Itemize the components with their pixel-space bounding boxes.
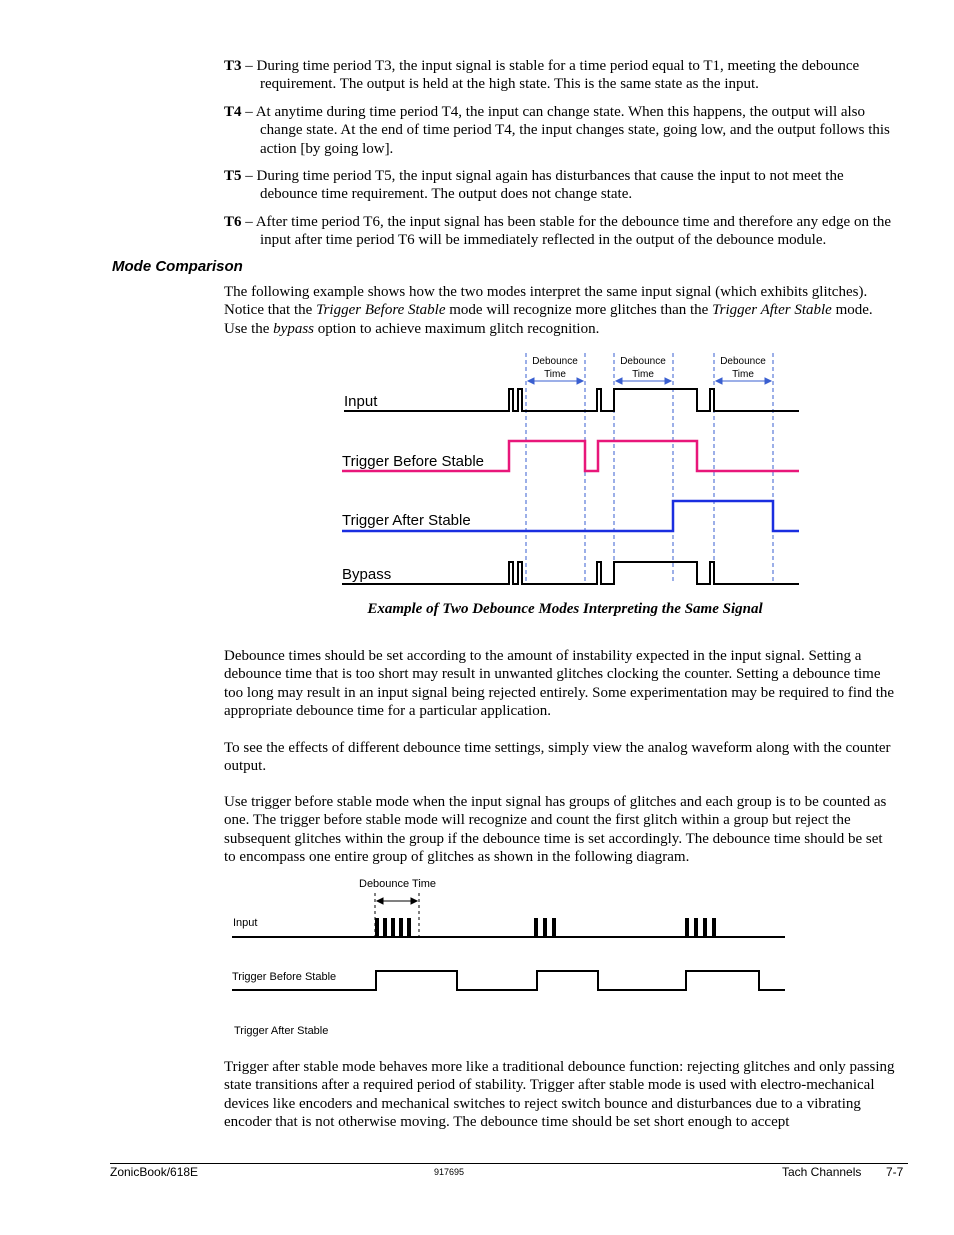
footer-document-name: ZonicBook/618E [110, 1165, 199, 1179]
paragraph-trigger-before: Use trigger before stable mode when the input signal has groups of glitches and each group is to be counted as one. The trigger before stable mode will recognize and count the first glitch within a group but reject the subsequent glitches within the group if the debounce time is set accordingly. The debounce time should be set to encompass one entire group of glitches as shown in the following diagram. [224, 794, 887, 865]
row-label-bypass: Bypass [342, 566, 392, 583]
paragraph-trigger-after: Trigger after stable mode behaves more like a traditional debounce function: rejecting glitches and only passing state transitions after a required period of stability. Trigger after stable mode is used with electro-mechanical devices like encoders and mechanical switches to reject switch bounce and disturbances due to a vibrating encoder that is not otherwise moving. The debounce time should be set short enough to accept [224, 1059, 895, 1130]
debounce-label-3b: Time [732, 369, 754, 380]
definition-term: T4 [224, 104, 242, 120]
definition-separator: – [241, 214, 256, 230]
intro-text-1: The following example shows how the two modes interpret the same input signal (which exhibits glitches). Notice that the [224, 284, 868, 319]
paragraph-debounce-times: Debounce times should be set according to the amount of instability expected in the input signal. Setting a debounce time that is too short may result in unwanted glitches clocking the counter. Setting a debounce time too long may result in an input signal being rejected entirely. Some experimentation may be required to find the appropriate debounce time for a particular application. [224, 648, 895, 719]
debounce-label-3: Debounce [720, 356, 766, 367]
footer-part-number: 917695 [434, 1167, 465, 1177]
row-label-trigger-before: Trigger Before Stable [342, 453, 485, 470]
row-label-trigger-after-2: Trigger After Stable [234, 1025, 329, 1037]
row-label-input-2: Input [233, 917, 258, 929]
definition-text: During time period T3, the input signal is stable for a time period equal to T1, meeting the debounce requirement. The output is held at the high state. This is the same state as the input. [256, 58, 860, 93]
definition-term: T6 [224, 214, 242, 230]
definition-text: During time period T5, the input signal again has disturbances that cause the input to not meet the debounce time requirement. The output does not change state. [256, 168, 844, 203]
input-waveform-2 [232, 919, 785, 937]
definition-text: At anytime during time period T4, the input can change state. When this happens, the output will also change state. At the end of time period T4, the input changes state, going low, and the output follows this action [by going low]. [255, 104, 890, 157]
row-label-trigger-before-2: Trigger Before Stable [232, 971, 337, 983]
figure-caption: Example of Two Debounce Modes Interpreting the Same Signal [367, 601, 763, 617]
row-label-trigger-after: Trigger After Stable [342, 512, 471, 529]
debounce-label-1b: Time [544, 369, 566, 380]
page-footer [110, 1163, 908, 1182]
intro-em-1: Trigger Before Stable [316, 302, 446, 319]
definition-separator: – [241, 168, 257, 184]
debounce-label-1: Debounce [532, 356, 578, 367]
row-label-input: Input [344, 393, 378, 410]
definition-term: T5 [224, 168, 242, 184]
debounce-label-2b: Time [632, 369, 654, 380]
definition-term: T3 [224, 58, 242, 74]
footer-page-number: 7-7 [886, 1165, 904, 1179]
intro-em-2: Trigger After Stable [712, 302, 832, 319]
debounce-time-bracket [375, 893, 419, 937]
intro-em-3: bypass [273, 320, 314, 337]
section-heading: Mode Comparison [112, 258, 243, 275]
debounce-time-label: Debounce Time [359, 878, 437, 890]
debounce-label-2: Debounce [620, 356, 666, 367]
definition-separator: – [241, 58, 257, 74]
intro-text-3: mode. Use the [224, 302, 873, 337]
definition-text: After time period T6, the input signal has been stable for the debounce time and therefore any edge on the input after time period T6 will be immediately reflected in the output of the debounce module. [255, 214, 892, 249]
definition-separator: – [241, 104, 256, 120]
intro-text-2: mode will recognize more glitches than the [445, 302, 713, 319]
footer-section: Tach Channels [782, 1165, 862, 1179]
paragraph-debounce-effects: To see the effects of different debounce time settings, simply view the analog waveform along with the counter output. [224, 740, 891, 775]
intro-text-4: option to achieve maximum glitch recognition. [314, 320, 600, 337]
